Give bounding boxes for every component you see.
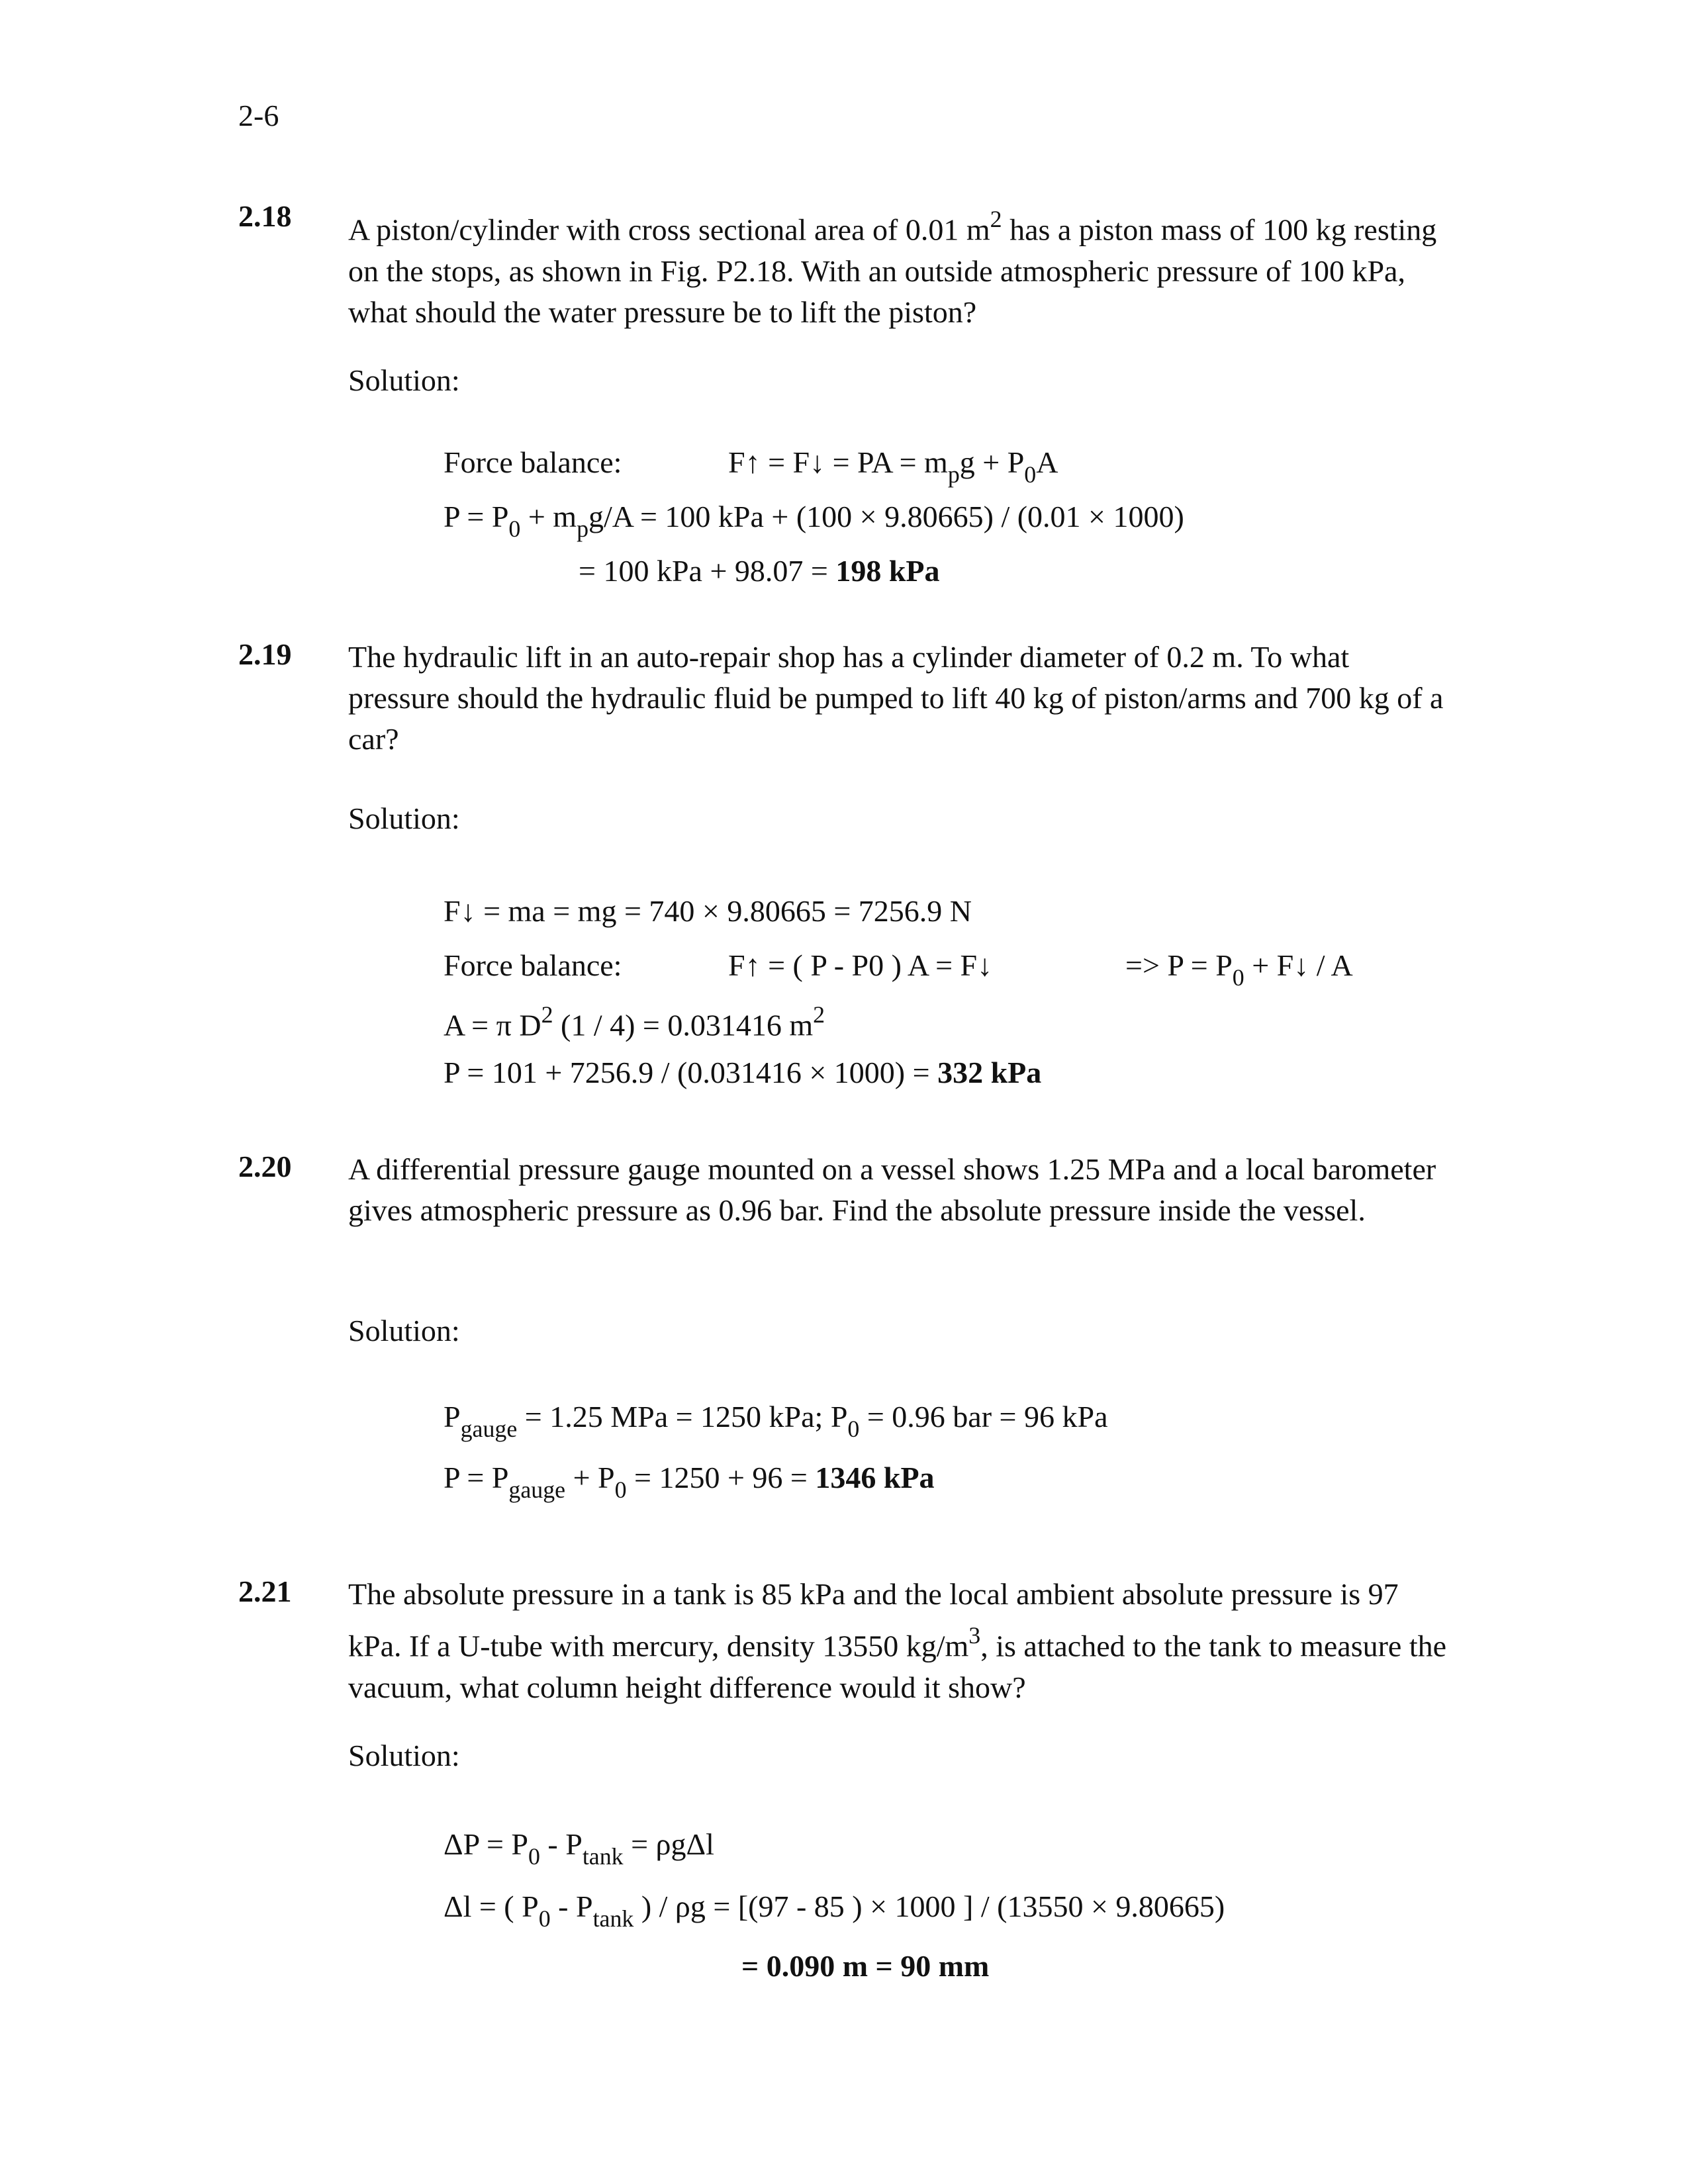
force-balance-equation: F↑ = F↓ = PA = $m_pg + P_0A$	[728, 445, 1058, 488]
pressure-formula: => $P = P_0$ + F↓ / A	[1125, 948, 1353, 991]
problem-number: 2.21	[238, 1574, 292, 1608]
force-balance-equation: F↑ = ( P - P0 ) A = F↓	[728, 948, 993, 982]
height-difference-equation: Δl = ( $P_0 - P_{tank}$ ) / ρg = [(97 - 85 ) × 1000 ] / (13550 × 9.80665)	[444, 1889, 1225, 1933]
area-equation: A = π $D^2$ (1 / 4) = 0.031416 $m^2$	[444, 1001, 825, 1042]
pressure-difference-equation: $\Delta P = P_0 - P_{tank} = \rho g\Delta l$	[444, 1827, 714, 1870]
page-number: 2-6	[238, 99, 279, 132]
problem-number: 2.19	[238, 637, 292, 671]
height-difference-result: = 0.090 m = 90 mm	[741, 1949, 990, 1983]
pressure-equation: $P = P_0 + m_pg/A = 100$ kPa + (100 × 9.80665) / (0.01 × 1000)	[444, 500, 1184, 543]
pressure-result: P = 101 + 7256.9 / (0.031416 × 1000) = 332 kPa	[444, 1056, 1042, 1089]
problem-number: 2.18	[238, 199, 292, 233]
absolute-pressure-result: $P = P_{gauge} + P_0 = 1250 + 96 = 1346$ kPa	[444, 1461, 935, 1504]
gauge-and-atmospheric-pressure: $P_{gauge} = 1.25$ MPa = 1250 kPa; $P_0 = 0.96$ bar = 96 kPa	[444, 1400, 1108, 1443]
problem-statement: The absolute pressure in a tank is 85 kPa and the local ambient absolute pressure is 97 kPa. If a U-tube with mercury, density 13550 $kg/m^3$, is attached to the tank to measure the vacuum, what column height difference would it show?	[348, 1577, 1447, 1704]
force-balance-label: Force balance:	[444, 445, 622, 479]
problem-statement: A piston/cylinder with cross sectional area of 0.01 $m^2$ has a piston mass of 100 kg resting on the stops, as shown in Fig. P2.18. With an outside atmospheric pressure of 100 kPa, what should the water pressure be to lift the piston?	[348, 206, 1437, 329]
solution-label: Solution:	[348, 1314, 460, 1347]
solution-label: Solution:	[348, 363, 460, 397]
problem-number: 2.20	[238, 1150, 292, 1183]
pressure-result: = 100 kPa + 98.07 = 198 kPa	[579, 554, 940, 588]
solution-label: Solution:	[348, 801, 460, 835]
weight-equation: F↓ = ma = mg = 740 × 9.80665 = 7256.9 N	[444, 894, 972, 928]
solution-label: Solution:	[348, 1739, 460, 1772]
force-balance-label: Force balance:	[444, 948, 622, 982]
problem-statement: A differential pressure gauge mounted on a vessel shows 1.25 MPa and a local barometer gives atmospheric pressure as 0.96 bar. Find the absolute pressure inside the vessel.	[348, 1152, 1436, 1227]
problem-statement: The hydraulic lift in an auto-repair shop has a cylinder diameter of 0.2 m. To what pressure should the hydraulic fluid be pumped to lift 40 kg of piston/arms and 700 kg of a car?	[348, 640, 1444, 756]
